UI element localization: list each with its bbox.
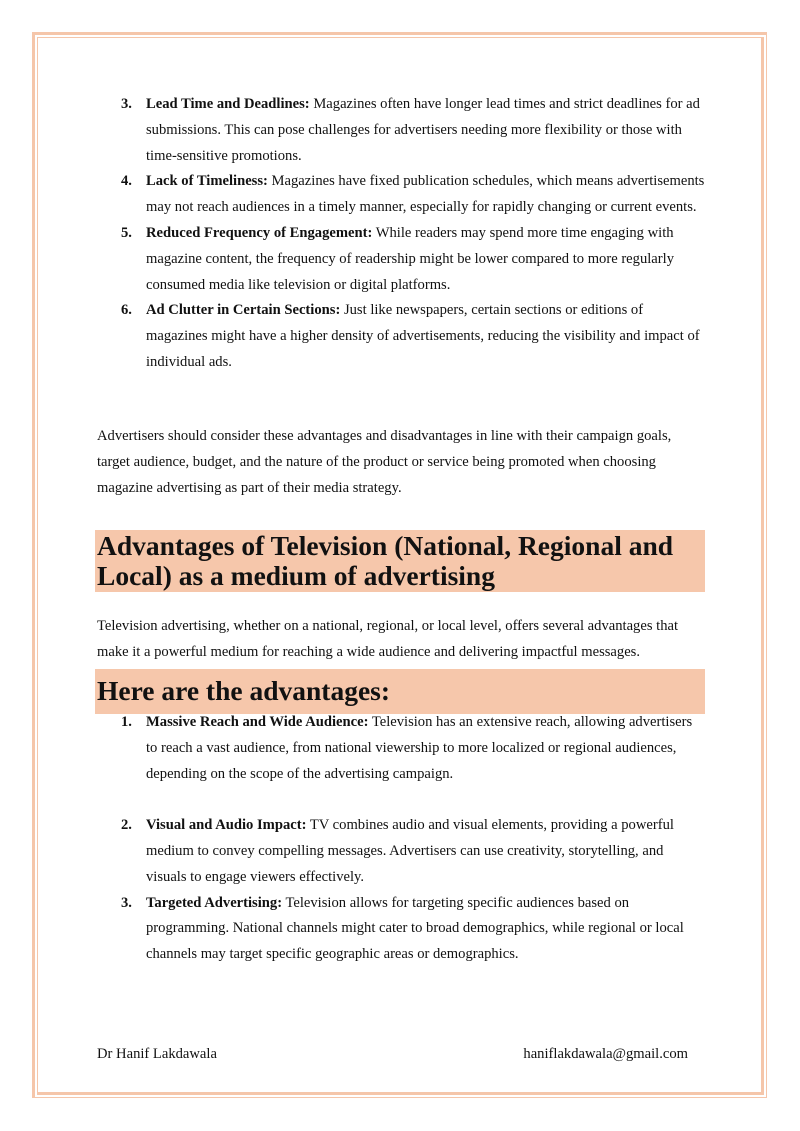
item-title: Massive Reach and Wide Audience: <box>146 714 369 730</box>
conclusion-paragraph: Advertisers should consider these advantages and disadvantages in line with their campaign goals, target audience, budget, and the nature of the product or service being promoted when choosing magazine advertising as part of their media strategy. <box>97 428 672 496</box>
list-item <box>0 92 706 169</box>
item-text: Television has an extensive reach, allowing advertisers to reach a vast audience, from national viewership to more localized or regional audiences, depending on the scope of the advertising campaign. <box>146 714 693 782</box>
list-item <box>0 891 706 968</box>
list-number: 1. <box>121 714 132 730</box>
advantages-list <box>0 710 800 968</box>
list-number: 6. <box>121 302 132 319</box>
item-text: While readers may spend more time engaging with magazine content, the frequency of readership might be lower compared to more regularly consumed media like television or digital platforms. <box>146 224 674 293</box>
item-title: Targeted Advertising: <box>146 894 283 911</box>
list-item <box>0 169 706 221</box>
item-text: Magazines often have longer lead times and strict deadlines for ad submissions. This can pose challenges for advertisers needing more flexibility or those with time-sensitive promotions. <box>146 96 700 164</box>
list-number: 3. <box>121 894 132 911</box>
sub-heading: Here are the advantages: <box>95 669 705 714</box>
item-text: TV combines audio and visual elements, providing a powerful medium to convey compelling messages. Advertisers can use creativity, storytelling, and visuals to engage viewers effectively. <box>146 817 674 885</box>
list-item <box>0 813 706 890</box>
item-text: Just like newspapers, certain sections or editions of magazines might have a higher density of advertisements, reducing the visibility and impact of individual ads. <box>146 302 700 370</box>
item-title: Reduced Frequency of Engagement: <box>146 224 373 241</box>
intro-paragraph: Television advertising, whether on a national, regional, or local level, offers several advantages that make it a powerful medium for reaching a wide audience and delivering impactful messages. <box>97 618 679 660</box>
item-title: Lead Time and Deadlines: <box>146 96 310 112</box>
section-heading: Advantages of Television (National, Regional and Local) as a medium of advertising <box>95 530 705 592</box>
item-text: Television allows for targeting specific audiences based on programming. National channels might cater to broad demographics, while regional or local channels may target specific geographic areas or demographics. <box>146 894 684 963</box>
list-item <box>0 298 706 375</box>
disadvantages-list <box>0 92 800 376</box>
item-title: Lack of Timeliness: <box>146 173 268 190</box>
list-number: 2. <box>121 817 132 834</box>
list-item <box>0 221 706 298</box>
list-item <box>0 710 706 787</box>
item-title: Visual and Audio Impact: <box>146 817 307 834</box>
footer-author: Dr Hanif Lakdawala <box>97 1046 217 1062</box>
list-number: 4. <box>121 173 132 190</box>
item-title: Ad Clutter in Certain Sections: <box>146 302 341 319</box>
list-number: 3. <box>121 96 132 112</box>
list-number: 5. <box>121 224 132 241</box>
item-text: Magazines have fixed publication schedules, which means advertisements may not reach audiences in a timely manner, especially for rapidly changing or current events. <box>146 173 705 216</box>
footer-email: haniflakdawala@gmail.com <box>523 1046 688 1062</box>
